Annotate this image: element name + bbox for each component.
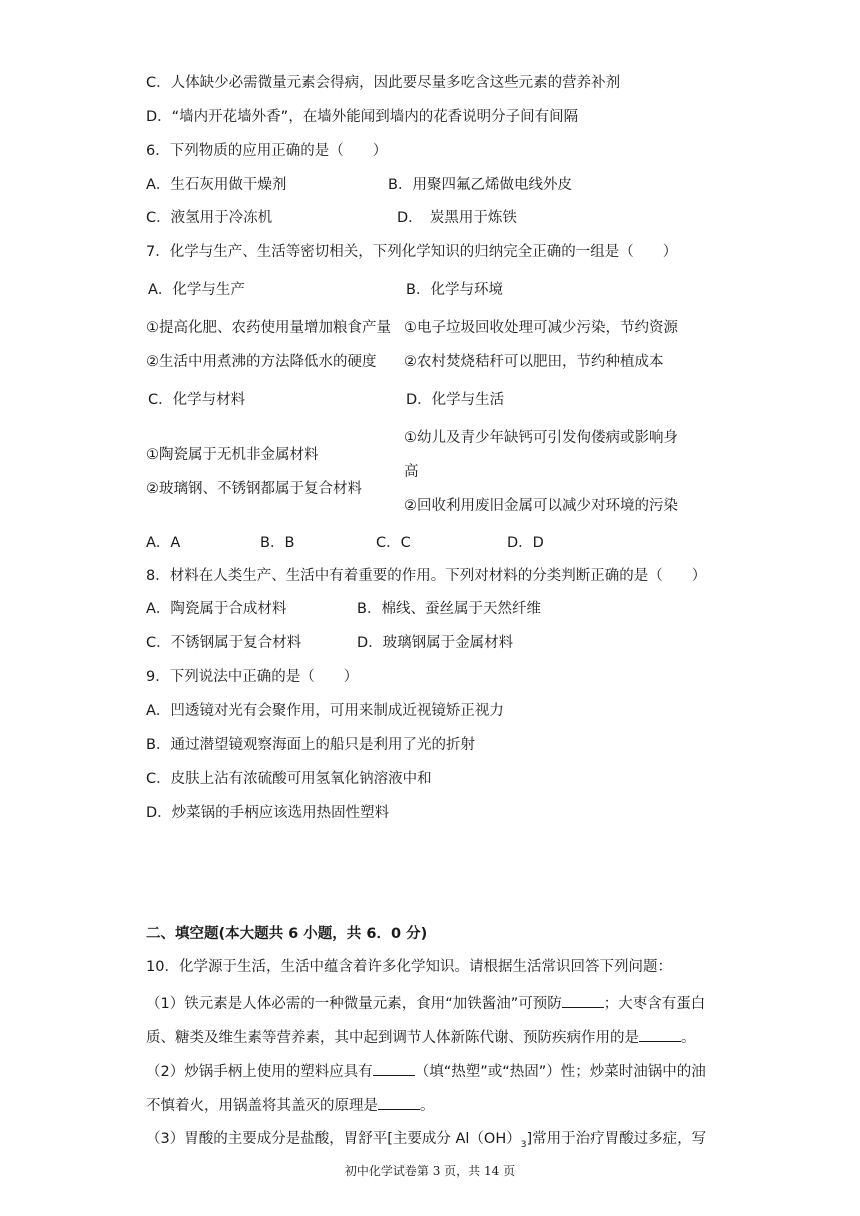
question-stem: 8．材料在人类生产、生活中有着重要的作用。下列对材料的分类判断正确的是（ ） <box>146 568 707 584</box>
text-fragment: ]常用于治疗胃酸过多症，写 <box>526 1131 707 1147</box>
option-b: B．通过潜望镜观察海面上的船只是利用了光的折射 <box>146 737 475 753</box>
question-part-1 <box>146 993 705 1014</box>
question-part-3 <box>146 1129 706 1155</box>
question-stem: 10．化学源于生活，生活中蕴含着许多化学知识。请根据生活常识回答下列问题： <box>146 959 672 975</box>
question-stem: 7．化学与生产、生活等密切相关，下列化学知识的归纳完全正确的一组是（ ） <box>146 244 678 260</box>
option-b: B．B <box>260 535 295 551</box>
table-cell: ②回收利用废旧金属可以减少对环境的污染 <box>404 498 678 514</box>
text-fragment: 质、糖类及维生素等营养素，其中起到调节人体新陈代谢、预防疾病作用的是 <box>146 1030 639 1046</box>
table-cell: ②生活中用煮沸的方法降低水的硬度 <box>146 354 377 370</box>
text-fragment: （2）炒锅手柄上使用的塑料应具有 <box>146 1064 373 1080</box>
option-d: D． 炭黑用于炼铁 <box>397 210 517 226</box>
table-cell-header: A．化学与生产 <box>148 282 245 298</box>
table-cell: 高 <box>404 464 419 480</box>
option-d: D．玻璃钢属于金属材料 <box>357 635 514 651</box>
option-a: A．凹透镜对光有会聚作用，可用来制成近视镜矫正视力 <box>146 703 504 719</box>
text-fragment: 。 <box>420 1098 435 1114</box>
option-line: D．“墙内开花墙外香”，在墙外能闻到墙内的花香说明分子间有间隔 <box>146 109 579 125</box>
option-a: A．A <box>146 535 181 551</box>
option-c: C．C <box>376 535 411 551</box>
text-fragment: （填“热塑”或“热固”）性；炒菜时油锅中的油 <box>414 1064 706 1080</box>
table-cell: ①提高化肥、农药使用量增加粮食产量 <box>146 320 391 336</box>
text-fragment: （1）铁元素是人体必需的一种微量元素，食用“加铁酱油”可预防 <box>146 996 562 1012</box>
answer-blank[interactable] <box>639 1027 681 1042</box>
answer-blank[interactable] <box>562 993 604 1008</box>
option-d: D．炒菜锅的手柄应该选用热固性塑料 <box>146 805 390 821</box>
question-stem: 9．下列说法中正确的是（ ） <box>146 669 359 685</box>
knowledge-table <box>142 268 722 524</box>
subscript: 3 <box>520 1139 527 1150</box>
option-line: C．人体缺少必需微量元素会得病，因此要尽量多吃含这些元素的营养补剂 <box>146 75 621 91</box>
text-fragment: ；大枣含有蛋白 <box>603 996 706 1012</box>
option-b: B．用聚四氟乙烯做电线外皮 <box>388 177 572 193</box>
option-c: C．皮肤上沾有浓硫酸可用氢氧化钠溶液中和 <box>146 771 432 787</box>
question-part-1-cont <box>146 1027 696 1048</box>
question-stem: 6．下列物质的应用正确的是（ ） <box>146 143 388 159</box>
text-fragment: （3）胃酸的主要成分是盐酸，胃舒平[主要成分 Al（OH） <box>146 1131 521 1147</box>
table-cell-header: C．化学与材料 <box>148 392 246 408</box>
section-title: 二、填空题(本大题共 6 小题，共 6．0 分) <box>146 926 428 942</box>
option-c: C．液氢用于冷冻机 <box>146 210 273 226</box>
table-cell: ②农村焚烧秸秆可以肥田，节约种植成本 <box>404 354 664 370</box>
text-fragment: 不慎着火，用锅盖将其盖灭的原理是 <box>146 1098 378 1114</box>
answer-blank[interactable] <box>373 1061 415 1076</box>
page-footer: 初中化学试卷第 3 页，共 14 页 <box>344 1164 516 1178</box>
table-cell: ①幼儿及青少年缺钙可引发佝偻病或影响身 <box>404 430 678 446</box>
table-cell: ②玻璃钢、不锈钢都属于复合材料 <box>146 481 362 497</box>
option-c: C．不锈钢属于复合材料 <box>146 635 302 651</box>
answer-blank[interactable] <box>378 1095 420 1110</box>
option-d: D．D <box>507 535 544 551</box>
option-b: B．棉线、蚕丝属于天然纤维 <box>357 601 541 617</box>
text-fragment: 。 <box>681 1030 696 1046</box>
question-part-2-cont <box>146 1095 435 1116</box>
table-cell-header: D．化学与生活 <box>406 392 505 408</box>
table-cell: ①电子垃圾回收处理可减少污染，节约资源 <box>404 320 678 336</box>
question-part-2 <box>146 1061 706 1082</box>
option-a: A．陶瓷属于合成材料 <box>146 601 287 617</box>
table-cell-header: B．化学与环境 <box>406 282 503 298</box>
table-cell: ①陶瓷属于无机非金属材料 <box>146 447 319 463</box>
option-a: A．生石灰用做干燥剂 <box>146 177 287 193</box>
